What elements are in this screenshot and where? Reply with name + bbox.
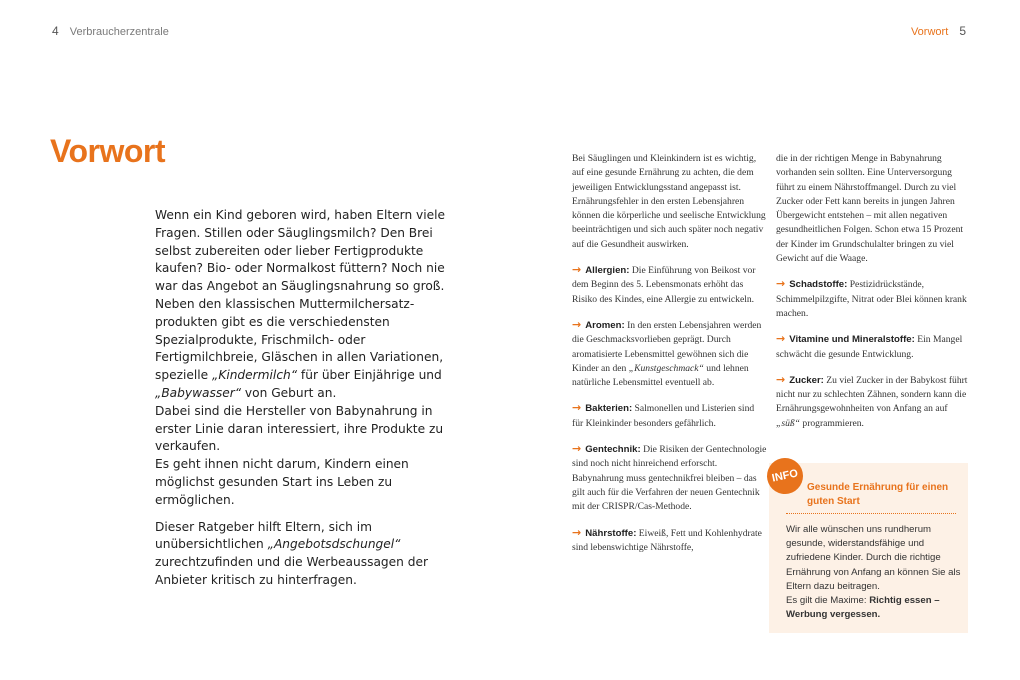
left-page-number: 4 — [52, 24, 59, 38]
intro-text — [155, 207, 455, 590]
intro-text-span: zurechtzufinden und die Werbeaussagen der Anbieter kritisch zu hinterfragen. — [155, 555, 428, 587]
point-naehrstoffe — [572, 526, 767, 556]
intro-text-span: für über Einjährige und — [297, 368, 442, 383]
point-text: Die Risiken der Gentechnologie sind noch nicht hinreichend erforscht. Babynahrung muss gentechnikfrei bleiben – das gilt auch für die Verfahren der neuen Gentechnik mit der CRISPR/Cas-Methode. — [572, 444, 767, 513]
intro-text-span: Es geht ihnen nicht darum, Kindern einen möglichst gesunden Start ins Leben zu ermöglichen. — [155, 457, 409, 507]
info-maxim-label: Es gilt die Maxime: — [786, 595, 870, 607]
point-text: Salmonellen und Listerien sind für Kleinkinder besonders gefährlich. — [572, 403, 755, 429]
point-emphasis: „Kunstgeschmack“ — [628, 362, 704, 374]
point-heading: Gentechnik: — [585, 444, 641, 456]
point-aromen — [572, 318, 767, 390]
right-page-number: 5 — [959, 24, 966, 38]
point-heading: Vitamine und Mineralstoffe: — [789, 334, 915, 346]
point-heading: Schadstoffe: — [789, 279, 848, 291]
point-bakterien — [572, 401, 767, 431]
point-vitamine — [776, 332, 971, 362]
arrow-right-icon: → — [776, 277, 786, 291]
arrow-right-icon: → — [776, 372, 786, 386]
point-heading: Nährstoffe: — [585, 527, 637, 539]
intro-text-span: Wenn ein Kind geboren wird, haben Eltern viele Fragen. Stillen oder Säuglingsmilch? Den Brei selbst zubereiten oder lieber Fertigprodukte kaufen? Bio- oder Normalkost füttern? Noch nie war das Angebot an Säuglingsnahrung so groß. Neben den klassischen Muttermilchersatz-produkten gibt es die verschiedensten Spezialprodukte, Frischmilch- oder Fertigmilchbreie, Gläschen in allen Variationen, spezielle — [155, 208, 446, 383]
left-running-title: Verbraucherzentrale — [69, 26, 169, 38]
point-text: Pestizidrückstände, Schimmelpilzgifte, Nitrat oder Blei können krank machen. — [776, 279, 967, 319]
point-text: In den ersten Lebensjahren werden die Geschmacksvorlieben geprägt. Durch aromatisierte Lebensmittel gewöhnen sich die Kinder an den — [572, 319, 762, 374]
point-heading: Bakterien: — [585, 403, 633, 415]
right-running-title: Vorwort — [910, 26, 949, 38]
intro-paragraph-2 — [155, 519, 455, 590]
arrow-right-icon: → — [572, 401, 582, 415]
intro-emphasis: „Babywasser“ — [155, 385, 242, 400]
point-heading: Zucker: — [789, 374, 824, 386]
intro-paragraph-1 — [155, 207, 455, 510]
point-allergien — [572, 263, 767, 307]
arrow-right-icon: → — [572, 525, 582, 539]
point-schadstoffe — [776, 277, 971, 321]
info-maxim: Richtig essen – Werbung vergessen. — [786, 595, 940, 621]
point-text: Zu viel Zucker in der Babykost führt nicht nur zu schlechten Zähnen, sondern kann die Ernährungsgewohnheiten von Anfang an auf — [776, 374, 968, 415]
continued-paragraph: die in der richtigen Menge in Babynahrung vorhanden sein sollten. Eine Unterversorgung führt zu einem Nährstoffmangel. Durch zu viel Zucker oder Fett kann bereits in jungen Jahren Übergewicht entstehen – mit allen negativen gesundheitlichen Folgen. Schon etwa 15 Prozent der Kinder im Grundschulalter bringen zu viel Gewicht auf die Waage. — [776, 153, 964, 265]
text-column-1 — [572, 152, 767, 566]
info-divider — [786, 513, 956, 514]
point-text: programmieren. — [800, 417, 864, 429]
intro-text-span: Dabei sind die Hersteller von Babynahrung in erster Linie daran interessiert, ihre Produkte zu verkaufen. — [155, 403, 444, 454]
point-gentechnik — [572, 442, 767, 514]
point-emphasis: „süß“ — [776, 417, 800, 429]
point-text: Die Einführung von Beikost vor dem Beginn des 5. Lebensmonats erhöht das Risiko des Kindes, eine Allergie zu entwickeln. — [572, 265, 756, 305]
text-column-2 — [776, 152, 971, 442]
header-right — [911, 24, 966, 38]
header-left — [52, 24, 169, 38]
point-heading: Aromen: — [585, 319, 625, 331]
point-heading: Allergien: — [585, 265, 630, 277]
info-title: Gesunde Ernährung für einen guten Start — [807, 482, 949, 507]
arrow-right-icon: → — [572, 317, 582, 331]
info-body: Wir alle wünschen uns rundherum gesunde, widerstandsfähige und zufriedene Kinder. Durch die richtige Ernährung von Anfang an können Sie als Eltern dazu beitragen. — [786, 524, 961, 592]
intro-emphasis: „Angebotsdschungel“ — [267, 537, 401, 552]
page-title: Vorwort — [50, 133, 166, 169]
lead-paragraph: Bei Säuglingen und Kleinkindern ist es wichtig, auf eine gesunde Ernährung zu achten, die dem jeweiligen Entwicklungsstand angepasst ist. Ernährungsfehler in den ersten Lebensjahren können die körperliche und seelische Entwicklung beeinträchtigen und sich auch später noch negativ auf die Gesundheit auswirken. — [572, 153, 766, 250]
intro-text-span: von Geburt an. — [241, 385, 337, 400]
arrow-right-icon: → — [776, 332, 786, 346]
arrow-right-icon: → — [572, 442, 582, 456]
point-text: Ein Mangel schwächt die gesunde Entwicklung. — [776, 334, 963, 360]
info-badge: INFO — [764, 455, 807, 498]
intro-text-span: Dieser Ratgeber hilft Eltern, sich im unübersichtlichen — [155, 519, 372, 552]
point-text: und lehnen natürliche Lebensmittel eventuell ab. — [572, 362, 749, 389]
point-text: Eiweiß, Fett und Kohlenhydrate sind lebenswichtige Nährstoffe, — [572, 527, 762, 553]
point-zucker — [776, 373, 971, 431]
intro-emphasis: „Kindermilch“ — [212, 368, 298, 383]
arrow-right-icon: → — [572, 263, 582, 277]
info-text — [786, 523, 961, 622]
